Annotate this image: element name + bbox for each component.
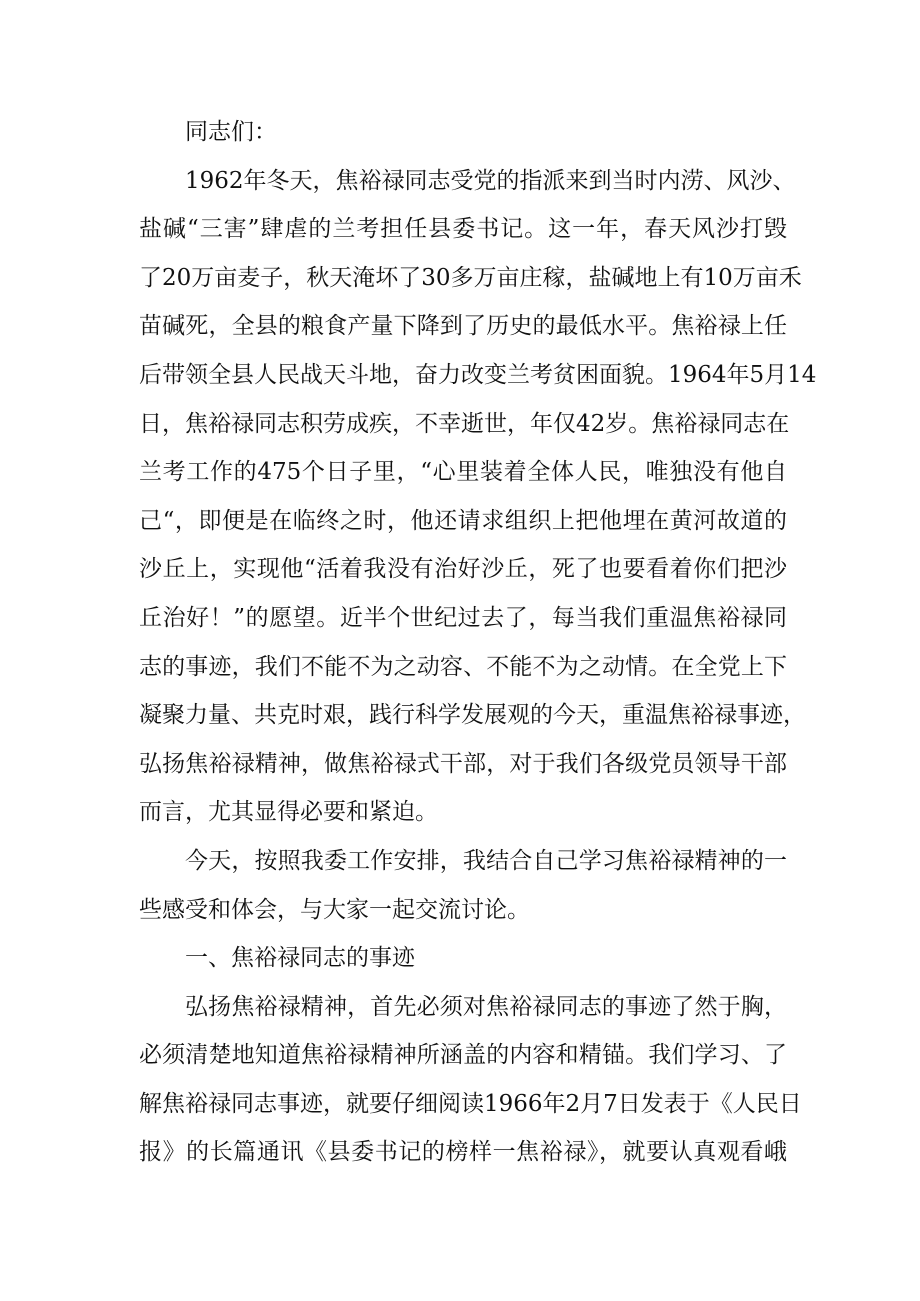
text-line: 解焦裕禄同志事迹，就要仔细阅读1966年2月7日发表于《人民日 [139,1090,802,1117]
text-line: 1962年冬天，焦裕禄同志受党的指派来到当时内涝、风沙、 [185,167,796,194]
text-line: 弘扬焦裕禄精神，首先必须对焦裕禄同志的事迹了然于胸， [185,993,787,1020]
text-line: 今天，按照我委工作安排，我结合自己学习焦裕禄精神的一 [185,847,787,874]
text-line: 必须清楚地知道焦裕禄精神所涵盖的内容和精锚。我们学习、了 [139,1042,787,1069]
text-line: 而言，尤其显得必要和紧迫。 [139,799,438,826]
text-line: 些感受和体会，与大家一起交流讨论。 [139,896,530,923]
text-line: 沙丘上，实现他“活着我没有治好沙丘，死了也要看着你们把沙 [139,556,787,583]
text-line: 苗碱死，全县的粮食产量下降到了历史的最低水平。焦裕禄上任 [139,313,787,340]
text-line: 丘治好！”的愿望。近半个世纪过去了，每当我们重温焦裕禄同 [139,604,787,631]
text-line: 兰考工作的475个日子里，“心里装着全体人民，唯独没有他自 [139,459,787,486]
text-line: 一、焦裕禄同志的事迹 [185,945,415,972]
text-line: 了20万亩麦子，秋天淹坏了30多万亩庄稼，盐碱地上有10万亩禾 [139,264,802,291]
text-line: 志的事迹，我们不能不为之动容、不能不为之动情。在全党上下 [139,653,787,680]
text-line: 报》的长篇通讯《县委书记的榜样一焦裕禄》，就要认真观看峨 [139,1139,787,1166]
text-line: 盐碱“三害”肆虐的兰考担任县委书记。这一年，春天风沙打毁 [139,216,787,243]
text-line: 凝聚力量、共克时艰，践行科学发展观的今天，重温焦裕禄事迹， [139,702,806,729]
document-body [139,108,817,1177]
text-line: 弘扬焦裕禄精神，做焦裕禄式干部，对于我们各级党员领导干部 [139,750,787,777]
text-line: 后带领全县人民战天斗地，奋力改变兰考贫困面貌。1964年5月14 [139,361,817,388]
text-line: 同志们： [185,119,277,145]
text-line: 日，焦裕禄同志积劳成疾，不幸逝世，年仅42岁。焦裕禄同志在 [139,410,790,437]
text-line: 己“，即便是在临终之时，他还请求组织上把他埋在黄河故道的 [139,507,787,534]
